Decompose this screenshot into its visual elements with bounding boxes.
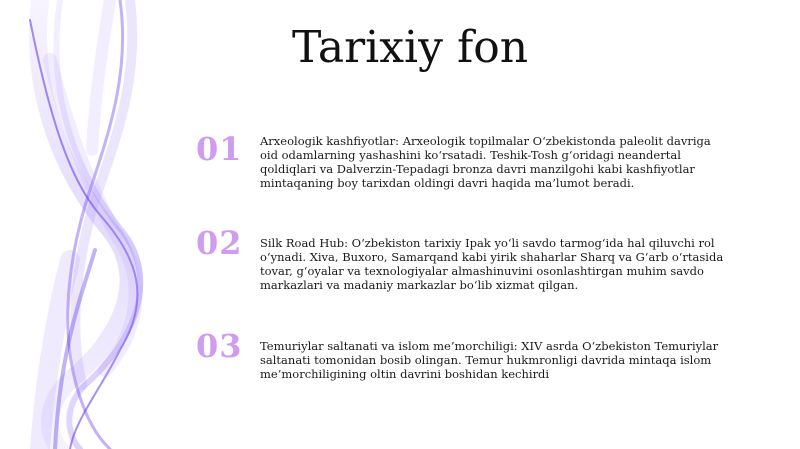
item-number: 02 (196, 224, 243, 262)
item-text: Silk Road Hub: O‘zbekiston tarixiy Ipak yo‘li savdo tarmog‘ida hal qiluvchi rol o‘ynadi. Xiva, Buxoro, Samarqand kabi yirik shaharlar Sharq va G‘arb o‘rtasida tovar, g‘oyalar va texnologiyalar almashinuvini osonlashtirgan muhim savdo markazlari va madaniy markazlar bo‘lib xizmat qilgan. (260, 236, 724, 292)
item-number: 01 (196, 130, 243, 168)
item-number: 03 (196, 327, 243, 365)
slide-title: Tarixiy fon (291, 22, 529, 73)
item-text: Arxeologik kashfiyotlar: Arxeologik topilmalar O‘zbekistonda paleolit davriga oid odamlarning yashashini ko‘rsatadi. Teshik-Tosh g‘oridagi neandertal qoldiqlari va Dalverzin-Tepadagi bronza davri manzilgohi kabi kashfiyotlar mintaqaning boy tarixdan oldingi davri haqida ma’lumot beradi. (260, 134, 711, 190)
item-text: Temuriylar saltanati va islom me’morchiligi: XIV asrda O‘zbekiston Temuriylar saltanati tomonidan bosib olingan. Temur hukmronligi davrida mintaqa islom me’morchiligining oltin davrini boshidan kechirdi (260, 339, 719, 381)
